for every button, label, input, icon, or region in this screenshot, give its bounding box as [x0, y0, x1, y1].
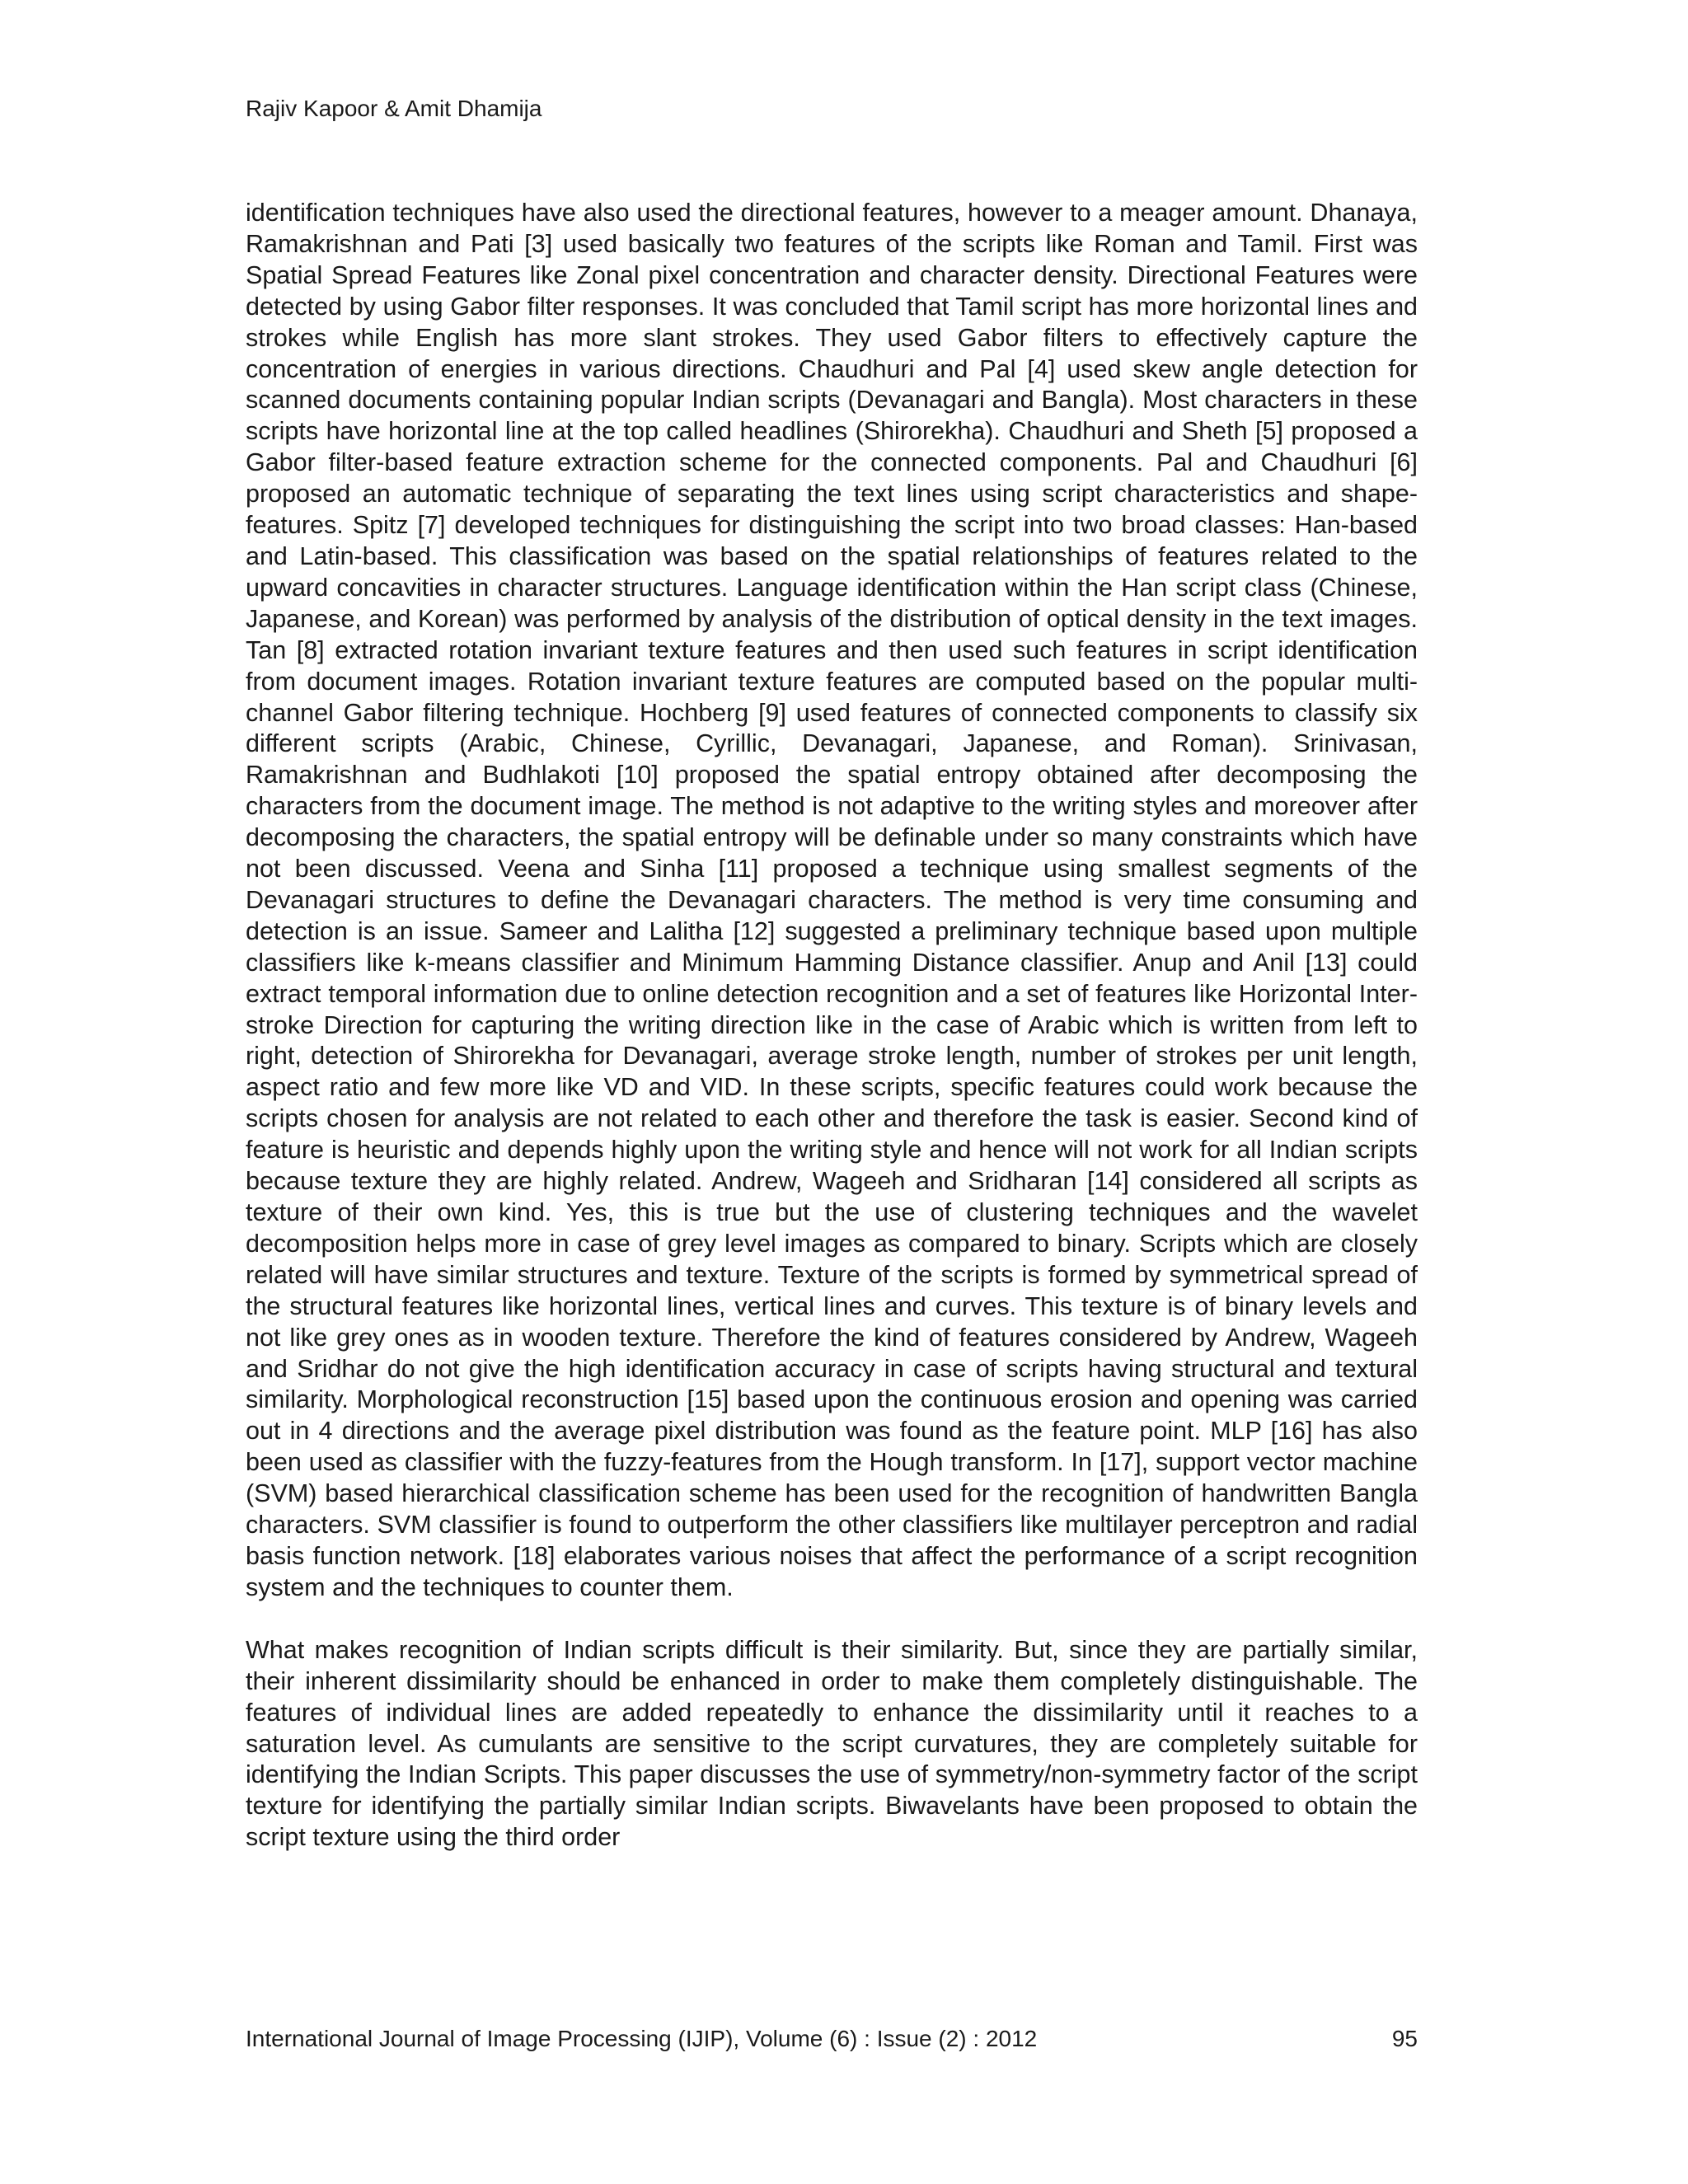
running-header-authors: Rajiv Kapoor & Amit Dhamija [246, 96, 542, 121]
page-footer [246, 2025, 1418, 2053]
body-text [246, 198, 1418, 1854]
footer-page-number: 95 [1391, 2026, 1418, 2051]
paragraph-motivation: What makes recognition of Indian scripts difficult is their similarity. But, since they are partially similar, their inherent dissimilarity should be enhanced in order to make them completely distinguishable. The features of individual lines are added repeatedly to enhance the dissimilarity until it reaches to a saturation level. As cumulants are sensitive to the script curvatures, they are completely suitable for identifying the Indian Scripts. This paper discusses the use of symmetry/non-symmetry factor of the script texture for identifying the partially similar Indian scripts. Biwavelants have been proposed to obtain the script texture using the third order [246, 1635, 1418, 1852]
footer-journal-citation: International Journal of Image Processing (IJIP), Volume (6) : Issue (2) : 2012 [246, 2026, 1038, 2051]
paragraph-literature-review: identification techniques have also used the directional features, however to a meager amount. Dhanaya, Ramakrishnan and Pati [3] used basically two features of the scripts like Roman and Tamil. First was Spatial Spread Features like Zonal pixel concentration and character density. Directional Features were detected by using Gabor filter responses. It was concluded that Tamil script has more horizontal lines and strokes while English has more slant strokes. They used Gabor filters to effectively capture the concentration of energies in various directions. Chaudhuri and Pal [4] used skew angle detection for scanned documents containing popular Indian scripts (Devanagari and Bangla). Most characters in these scripts have horizontal line at the top called headlines (Shirorekha). Chaudhuri and Sheth [5] proposed a Gabor filter-based feature extraction scheme for the connected components. Pal and Chaudhuri [6] proposed an automatic technique of separating the text lines using script characteristics and shape-features. Spitz [7] developed techniques for distinguishing the script into two broad classes: Han-based and Latin-based. This classification was based on the spatial relationships of features related to the upward concavities in character structures. Language identification within the Han script class (Chinese, Japanese, and Korean) was performed by analysis of the distribution of optical density in the text images. Tan [8] extracted rotation invariant texture features and then used such features in script identification from document images. Rotation invariant texture features are computed based on the popular multi-channel Gabor filtering technique. Hochberg [9] used features of connected components to classify six different scripts (Arabic, Chinese, Cyrillic, Devanagari, Japanese, and Roman). Srinivasan, Ramakrishnan and Budhlakoti [10] proposed the spatial entropy obtained after decomposing the characters from the document image. The method is not adaptive to the writing styles and moreover after decomposing the characters, the spatial entropy will be definable under so many constraints which have not been discussed. Veena and Sinha [11] proposed a technique using smallest segments of the Devanagari structures to define the Devanagari characters. The method is very time consuming and detection is an issue. Sameer and Lalitha [12] suggested a preliminary technique based upon multiple classifiers like k-means classifier and Minimum Hamming Distance classifier. Anup and Anil [13] could extract temporal information due to online detection recognition and a set of features like Horizontal Inter-stroke Direction for capturing the writing direction like in the case of Arabic which is written from left to right, detection of Shirorekha for Devanagari, average stroke length, number of strokes per unit length, aspect ratio and few more like VD and VID. In these scripts, specific features could work because the scripts chosen for analysis are not related to each other and therefore the task is easier. Second kind of feature is heuristic and depends highly upon the writing style and hence will not work for all Indian scripts because texture they are highly related. Andrew, Wageeh and Sridharan [14] considered all scripts as texture of their own kind. Yes, this is true but the use of clustering techniques and the wavelet decomposition helps more in case of grey level images as compared to binary. Scripts which are closely related will have similar structures and texture. Texture of the scripts is formed by symmetrical spread of the structural features like horizontal lines, vertical lines and curves. This texture is of binary levels and not like grey ones as in wooden texture. Therefore the kind of features considered by Andrew, Wageeh and Sridhar do not give the high identification accuracy in case of scripts having structural and textural similarity. Morphological reconstruction [15] based upon the continuous erosion and opening was carried out in 4 directions and the average pixel distribution was found as the feature point. MLP [16] has also been used as classifier with the fuzzy-features from the Hough transform. In [17], support vector machine (SVM) based hierarchical classification scheme has been used for the recognition of handwritten Bangla characters. SVM classifier is found to outperform the other classifiers like multilayer perceptron and radial basis function network. [18] elaborates various noises that affect the performance of a script recognition system and the techniques to counter them. [246, 199, 1418, 1601]
